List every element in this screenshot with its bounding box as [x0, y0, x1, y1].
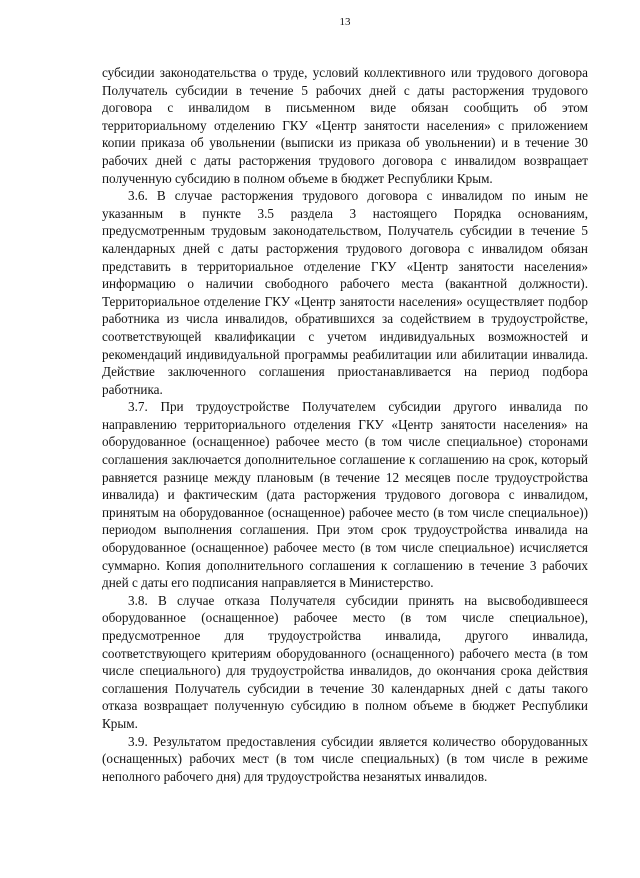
- paragraph-continuation: субсидии законодательства о труде, условий коллективного или трудового договора Получатель субсидии в течение 5 рабочих дней с даты расторжения трудового договора с инвалидом в письменном виде обязан сообщить об этом территориальному отделению ГКУ «Центр занятости населения» с приложением копии приказа об увольнении (выписки из приказа об увольнении) и в течение 30 рабочих дней с даты расторжения трудового договора с инвалидом возвращает полученную субсидию в полном объеме в бюджет Республики Крым.: [102, 65, 588, 186]
- paragraph-3-6: 3.6. В случае расторжения трудового договора с инвалидом по иным не указанным в пункте 3.5 раздела 3 настоящего Порядка основаниям, предусмотренным трудовым законодательством, Получатель субсидии в течение 5 календарных дней с даты расторжения трудового договора с инвалидом обязан представить в территориальное отделение ГКУ «Центр занятости населения» информацию о наличии свободного рабочего места (вакантной должности). Территориальное отделение ГКУ «Центр занятости населения» осуществляет подбор работника из числа инвалидов, обратившихся за содействием в трудоустройстве, соответствующей квалификации с учетом индивидуальных возможностей и рекомендаций индивидуальной программы реабилитации или абилитации инвалида. Действие заключенного соглашения приостанавливается на период подбора работника.: [102, 188, 588, 397]
- paragraph-3-8: 3.8. В случае отказа Получателя субсидии принять на высвободившееся оборудованное (оснащенное) рабочее место (в том числе специальное), предусмотренное для трудоустройства инвалида, другого инвалида, соответствующего критериям оборудованного (оснащенного) рабочего места (в том числе специального) для трудоустройства инвалидов, до окончания срока действия соглашения Получатель субсидии в течение 30 календарных дней с даты такого отказа возвращает полученную субсидию в полном объеме в бюджет Республики Крым.: [102, 592, 588, 731]
- paragraph-3-9: 3.9. Результатом предоставления субсидии является количество оборудованных (оснащенных) рабочих мест (в том числе специальных) (в том числе в режиме неполного рабочего дня) для трудоустройства незанятых инвалидов.: [102, 733, 588, 784]
- page-number: 13: [339, 16, 351, 28]
- paragraph-3-7: 3.7. При трудоустройстве Получателем субсидии другого инвалида по направлению территориального отделения ГКУ «Центр занятости населения» на оборудованное (оснащенное) рабочее место (в том числе специальное) сторонами соглашения заключается дополнительное соглашение к соглашению на срок, который равняется разнице между плановым (в течение 12 месяцев после трудоустройства инвалида) и фактическим (дата расторжения трудового договора с инвалидом, принятым на оборудованное (оснащенное) рабочее место (в том числе специальное)) периодом выполнения соглашения. При этом срок трудоустройства инвалида на оборудованное (оснащенное) рабочее место (в том числе специальное) исчисляется суммарно. Копия дополнительного соглашения к соглашению в течение 3 рабочих дней с даты его подписания направляется в Министерство.: [102, 399, 588, 591]
